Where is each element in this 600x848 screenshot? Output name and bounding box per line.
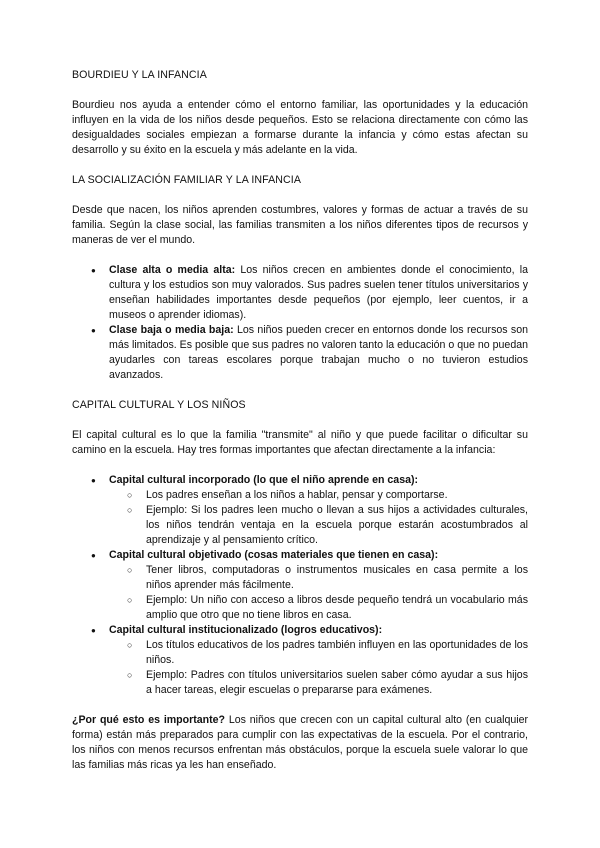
closing-label: ¿Por qué esto es importante? (72, 714, 226, 726)
closing-paragraph (72, 713, 528, 773)
section-heading-capital-cultural: CAPITAL CULTURAL Y LOS NIÑOS (72, 399, 246, 411)
capital-paragraph: El capital cultural es lo que la familia "transmite" al niño y que puede facilitar o dificultar su camino en la escuela. Hay tres formas importantes que afectan directamente a la infancia: (72, 429, 528, 456)
bullet-text: Los niños pueden crecer en entornos donde los recursos son más limitados. Es posible que sus padres no valoren tanto la educación o que no puedan ayudarles con tareas escolares porque trabajan mucho o no tuvieron estudios avanzados. (109, 324, 528, 381)
bullet-label: Capital cultural institucionalizado (logros educativos): (109, 624, 383, 636)
sub-list (109, 488, 528, 548)
intro-paragraph: Bourdieu nos ayuda a entender cómo el entorno familiar, las oportunidades y la educación influyen en la vida de los niños desde pequeños. Esto se relaciona directamente con cómo las desigualdades sociales empiezan a formarse durante la infancia y cómo estas afectan su desarrollo y su éxito en la escuela y más adelante en la vida. (72, 99, 528, 156)
list-item (109, 548, 528, 623)
list-item (109, 473, 528, 548)
sub-list (109, 638, 528, 698)
bullet-label: Clase baja o media baja: (109, 324, 234, 336)
list-item (109, 323, 528, 383)
list-item (109, 263, 528, 323)
sub-list-item: ○ Los padres enseñan a los niños a hablar, pensar y comportarse. (146, 488, 528, 503)
capital-bullet-list (72, 473, 528, 698)
bullet-label: Clase alta o media alta: (109, 264, 236, 276)
bullet-text: Los niños crecen en ambientes donde el conocimiento, la cultura y los estudios son muy valorados. Sus padres suelen tener títulos universitarios y enseñan habilidades importantes desde pequeños (por ejemplo, leer cuentos, ir a museos o aprender idiomas). (109, 264, 528, 321)
bullet-label: Capital cultural incorporado (lo que el niño aprende en casa): (109, 474, 419, 486)
closing-text: Los niños que crecen con un capital cultural alto (en cualquier forma) están más preparados para cumplir con las expectativas de la escuela. Por el contrario, los niños con menos recursos enfrentan más obstáculos, porque la escuela suele valorar lo que las familias más ricas ya les han enseñado. (72, 714, 529, 771)
sub-list (109, 563, 528, 623)
sub-list-item: ○ Ejemplo: Si los padres leen mucho o llevan a sus hijos a actividades culturales, los niños tendrán ventaja en la escuela porque estarán acostumbrados al aprendizaje y al pensamiento crítico. (146, 503, 528, 548)
bullet-label: Capital cultural objetivado (cosas materiales que tienen en casa): (109, 549, 439, 561)
socializacion-paragraph: Desde que nacen, los niños aprenden costumbres, valores y formas de actuar a través de su familia. Según la clase social, las familias transmiten a los niños diferentes tipos de recursos y maneras de ver el mundo. (72, 204, 528, 246)
sub-list-item: ○ Tener libros, computadoras o instrumentos musicales en casa permite a los niños aprender más fácilmente. (146, 563, 528, 593)
section-heading-socializacion: LA SOCIALIZACIÓN FAMILIAR Y LA INFANCIA (72, 174, 301, 186)
section-heading-bourdieu: BOURDIEU Y LA INFANCIA (72, 69, 207, 81)
list-item (109, 623, 528, 698)
sub-list-item: ○ Ejemplo: Un niño con acceso a libros desde pequeño tendrá un vocabulario más amplio que otro que no tiene libros en casa. (146, 593, 528, 623)
sub-list-item: ○ Ejemplo: Padres con títulos universitarios suelen saber cómo ayudar a sus hijos a hacer tareas, elegir escuelas o prepararse para exámenes. (146, 668, 528, 698)
class-bullet-list (72, 263, 528, 383)
sub-list-item: ○ Los títulos educativos de los padres también influyen en las oportunidades de los niños. (146, 638, 528, 668)
